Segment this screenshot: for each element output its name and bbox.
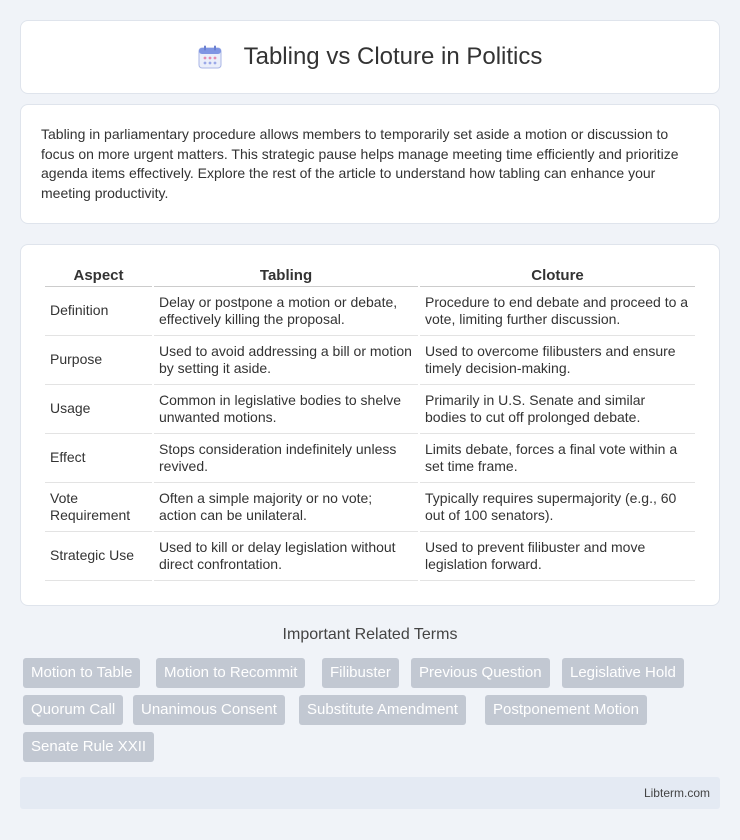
cloture-cell: Used to prevent filibuster and move legislation forward. (420, 532, 695, 581)
aspect-cell: Purpose (45, 336, 152, 385)
tabling-cell: Used to kill or delay legislation without direct confrontation. (154, 532, 418, 581)
term-tag[interactable]: Unanimous Consent (133, 695, 285, 725)
table-row (45, 336, 695, 385)
cloture-cell: Used to overcome filibusters and ensure timely decision-making. (420, 336, 695, 385)
footer (20, 777, 720, 809)
term-tag[interactable]: Postponement Motion (485, 695, 647, 725)
related-terms-title: Important Related Terms (282, 626, 458, 643)
term-tag[interactable]: Motion to Recommit (156, 658, 305, 688)
header-card (20, 20, 720, 94)
table-row (45, 287, 695, 336)
table-row (45, 385, 695, 434)
intro-text: Tabling in parliamentary procedure allows members to temporarily set aside a motion or discussion to focus on more urgent matters. This strategic pause helps manage meeting time efficiently and prioritize agenda items effectively. Explore the rest of the article to understand how tabling can enhance your meeting productivity. (41, 126, 679, 201)
term-tag[interactable]: Senate Rule XXII (23, 732, 154, 762)
cloture-cell: Typically requires supermajority (e.g., 60 out of 100 senators). (420, 483, 695, 532)
cloture-cell: Primarily in U.S. Senate and similar bodies to cut off prolonged debate. (420, 385, 695, 434)
aspect-cell: Vote Requirement (45, 483, 152, 532)
tabling-cell: Common in legislative bodies to shelve unwanted motions. (154, 385, 418, 434)
term-tag[interactable]: Previous Question (411, 658, 550, 688)
comparison-table (43, 265, 697, 581)
aspect-cell: Definition (45, 287, 152, 336)
term-tag[interactable]: Legislative Hold (562, 658, 684, 688)
term-tag[interactable]: Substitute Amendment (299, 695, 466, 725)
tabling-cell: Often a simple majority or no vote; action can be unilateral. (154, 483, 418, 532)
header-cloture: Cloture (420, 265, 695, 287)
calendar-icon (198, 45, 222, 69)
cloture-cell: Limits debate, forces a final vote within a set time frame. (420, 434, 695, 483)
aspect-cell: Strategic Use (45, 532, 152, 581)
header-aspect: Aspect (45, 265, 152, 287)
aspect-cell: Usage (45, 385, 152, 434)
footer-brand[interactable]: Libterm.com (643, 786, 710, 800)
tabling-cell: Used to avoid addressing a bill or motion by setting it aside. (154, 336, 418, 385)
page-title: Tabling vs Cloture in Politics (243, 43, 543, 70)
aspect-cell: Effect (45, 434, 152, 483)
comparison-table-card (20, 244, 720, 606)
table-row (45, 483, 695, 532)
term-tag[interactable]: Filibuster (322, 658, 399, 688)
term-tag[interactable]: Motion to Table (23, 658, 140, 688)
intro-card (20, 104, 720, 224)
table-row (45, 434, 695, 483)
header-tabling: Tabling (154, 265, 418, 287)
table-row (45, 532, 695, 581)
tabling-cell: Delay or postpone a motion or debate, effectively killing the proposal. (154, 287, 418, 336)
tabling-cell: Stops consideration indefinitely unless revived. (154, 434, 418, 483)
cloture-cell: Procedure to end debate and proceed to a vote, limiting further discussion. (420, 287, 695, 336)
term-tag[interactable]: Quorum Call (23, 695, 123, 725)
